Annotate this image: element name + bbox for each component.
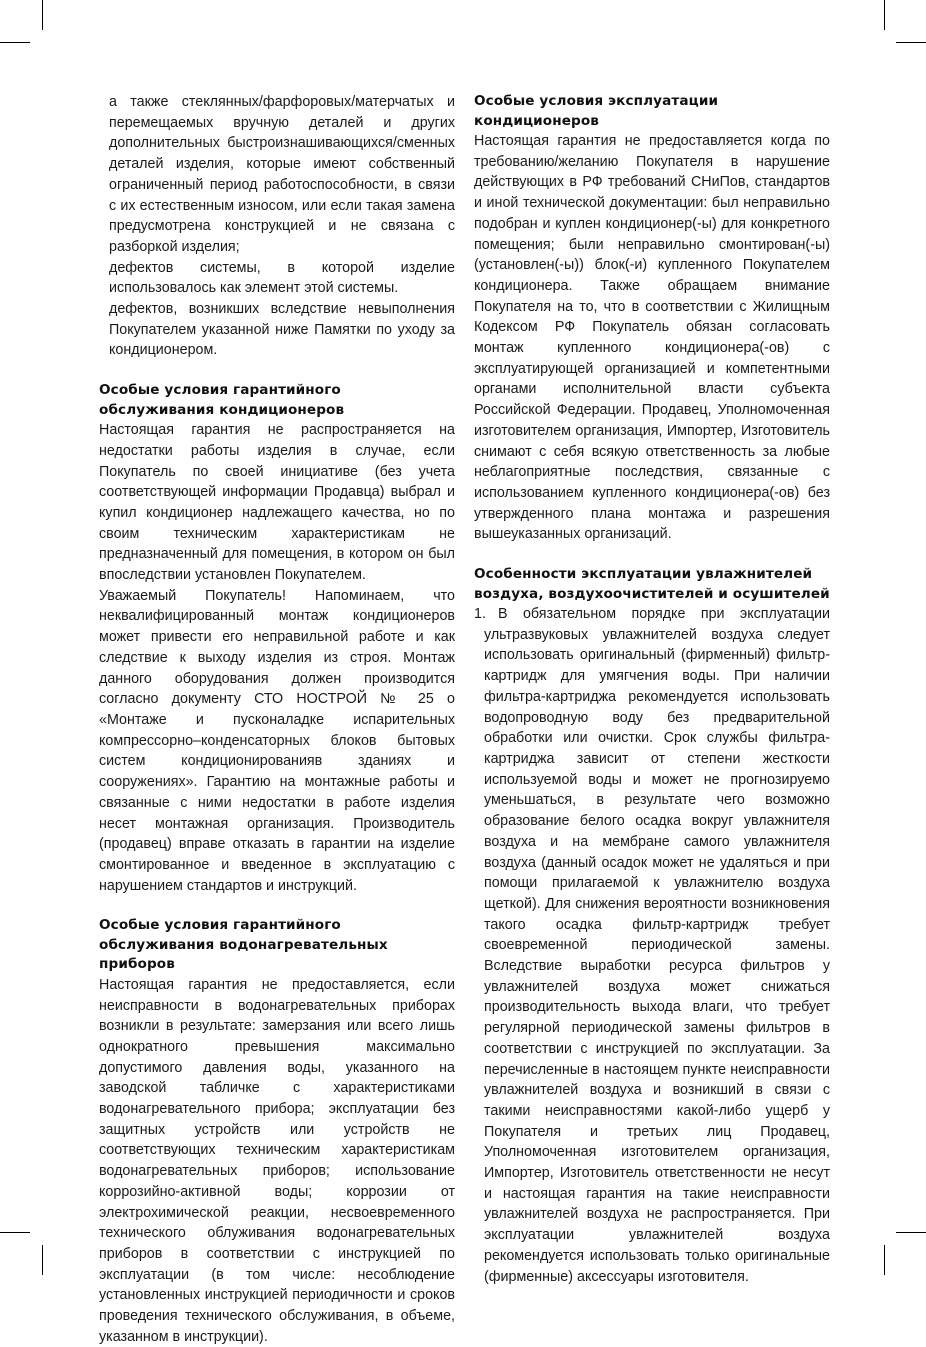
list-item: дефектов, возникших вследствие невыполнения Покупателем указанной ниже Памятки по уходу за кондиционером. bbox=[109, 301, 455, 359]
section-water-heaters bbox=[99, 916, 455, 1347]
list-item: а также стеклянных/фарфоровых/матерчатых и перемещаемых вручную деталей и других дополнительных быстроизнашивающихся/сменных деталей изделия, которые имеют собственный ограниченный период работоспособности, в связи с их естественным износом, или если такая замена предусмотрена конструкцией и не связана с разборкой изделия; bbox=[109, 94, 455, 255]
crop-mark-bottom-left-vertical bbox=[42, 1245, 43, 1275]
crop-mark-top-right-vertical bbox=[884, 0, 885, 30]
list-text: В обязательном порядке при эксплуатации ультразвуковых увлажнителей воздуха следует использовать оригинальный (фирменный) фильтр-картридж для умягчения воды. При наличии фильтра-картриджа рекомендуется использовать водопроводную воду без предварительной обработки или очистки. Срок службы фильтра-картриджа зависит от степени жесткости используемой воды и может не прогнозируемо уменьшаться, в результате чего возможно образование белого осадка вокруг увлажнителя воздуха и на мембране самого увлажнителя воздуха (данный осадок может не удаляться и при помощи прилагаемой к увлажнителю воздуха щеткой). Для снижения вероятности возникновения такого осадка фильтр-картридж требует своевременной периодической замены. Вследствие выработки ресурса фильтров у увлажнителей воздуха может снижаться производительность выхода влаги, что требует регулярной периодической замены фильтров в соответствии с инструкцией по эксплуатации. За перечисленные в настоящем пункте неисправности увлажнителей воздуха и возникший в связи с такими неисправностями какой-либо ущерб у Покупателя и третьих лиц Продавец, Уполномоченная изготовителем организация, Импортер, Изготовитель ответственности не несут и настоящая гарантия на такие неисправности увлажнителей воздуха не распространяется. При эксплуатации увлажнителей воздуха рекомендуется использовать только оригинальные (фирменные) аксессуары изготовителя. bbox=[484, 606, 830, 1285]
list-item: дефектов системы, в которой изделие использовалось как элемент этой системы. bbox=[109, 259, 455, 297]
section-heading: Особые условия гарантийного обслуживания водонагревательных приборов bbox=[99, 917, 388, 973]
paragraph: Настоящая гарантия не предоставляется когда по требованию/желанию Покупателя в нарушение действующих в РФ требований СНиПов, стандартов и иной технической документации: был неправильно подобран и куплен кондиционер(-ы) для конкретного помещения; были неправильно смонтирован(-ы) (установлен(-ы)) блок(-и) купленного Покупателем кондиционера. Также обращаем внимание Покупателя на то, что в соответствии с Жилищным Кодексом РФ Покупатель обязан согласовать монтаж купленного кондиционера(-ов) с эксплуатирующей организацией и компетентными органами исполнительной власти субъекта Российской Федерации. Продавец, Уполномоченная изготовителем организация, Импортер, Изготовитель снимают с себя всякую ответственность за любые неблагоприятные последствия, связанные с использованием купленного кондиционера(-ов) без утвержденного плана монтажа и разрешения вышеуказанных организаций. bbox=[474, 133, 830, 543]
paragraph: Уважаемый Покупатель! Напоминаем, что неквалифицированный монтаж кондиционеров может привести его неправильной работе и как следствие к выходу изделия из строя. Монтаж данного оборудования должен производится согласно документу СТО НОСТРОЙ № 25 о «Монтаже и пусконаладке испарительных компрессорно–конденсаторных блоков бытовых систем кондиционированияв зданиях и сооружениях». Гарантию на монтажные работы и связанные с ними недостатки в работе изделия несет монтажная организация. Производитель (продавец) вправе отказать в гарантии на изделие смонтированное и введенное в эксплуатацию с нарушением стандартов и инструкций. bbox=[99, 587, 455, 894]
list-number: 1. bbox=[474, 606, 486, 623]
right-column bbox=[474, 92, 830, 1287]
crop-mark-bottom-right-horizontal bbox=[896, 1232, 926, 1233]
section-heading: Особенности эксплуатации увлажнителей воздуха, воздухоочистителей и осушителей bbox=[474, 566, 830, 602]
crop-mark-top-right-horizontal bbox=[896, 42, 926, 43]
left-column bbox=[99, 92, 455, 1347]
continuation-list bbox=[99, 92, 455, 361]
section-ac-warranty bbox=[99, 381, 455, 896]
spacer bbox=[99, 896, 455, 916]
numbered-list-item bbox=[474, 604, 830, 1287]
section-heading: Особые условия эксплуатации кондиционеров bbox=[474, 93, 719, 129]
section-humidifiers bbox=[474, 565, 830, 1287]
spacer bbox=[474, 545, 830, 565]
crop-mark-top-left-horizontal bbox=[0, 42, 30, 43]
crop-mark-bottom-right-vertical bbox=[884, 1245, 885, 1275]
spacer bbox=[99, 361, 455, 381]
paragraph: Настоящая гарантия не распространяется на недостатки работы изделия в случае, если Покупатель по своей инициативе (без учета соответствующей информации Продавца) выбрал и купил кондиционер надлежащего качества, но по своим техническим характеристикам не предназначенный для помещения, в котором он был впоследствии установлен Покупателем. bbox=[99, 422, 455, 584]
paragraph: Настоящая гарантия не предоставляется, если неисправности в водонагревательных приборах возникли в результате: замерзания или всего лишь однократного превышения максимально допустимого давления воды, указанного на заводской табличке с характеристиками водонагревательного прибора; эксплуатации без защитных устройств или устройств не соответствующих техническим характеристикам водонагревательных приборов; использование коррозийно-активной воды; коррозии от электрохимической реакции, несвоевременного технического облуживания водонагревательных приборов в соответствии с инструкцией по эксплуатации (в том числе: несоблюдение установленных инструкцией периодичности и сроков проведения технического обслуживания, в объеме, указанном в инструкции). bbox=[99, 976, 455, 1345]
section-heading: Особые условия гарантийного обслуживания кондиционеров bbox=[99, 382, 345, 418]
crop-mark-bottom-left-horizontal bbox=[0, 1232, 30, 1233]
section-ac-operation bbox=[474, 92, 830, 545]
crop-mark-top-left-vertical bbox=[42, 0, 43, 30]
